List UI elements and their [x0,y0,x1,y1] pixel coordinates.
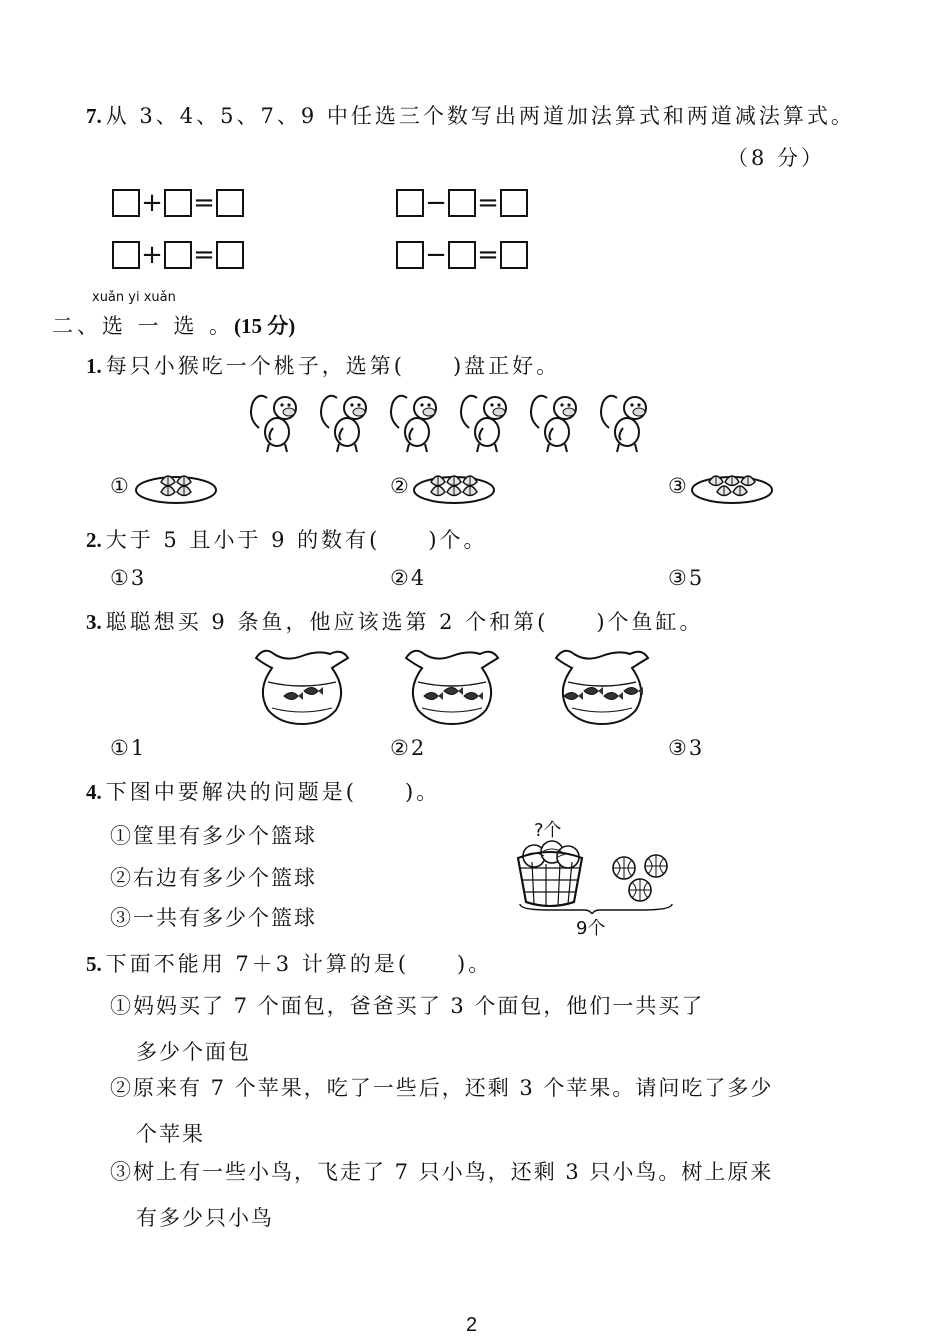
q5-option-2[interactable]: ②原来有 7 个苹果，吃了一些后，还剩 3 个苹果。请问吃了多少 个苹果 [110,1076,774,1146]
answer-box[interactable] [164,189,192,217]
answer-box[interactable] [396,241,424,269]
fish-bowl-3 [552,646,652,726]
basketball-illustration [510,838,680,914]
q2-option-2[interactable]: ②4 [390,566,427,590]
q1-option-2[interactable]: ② [390,474,411,498]
answer-box[interactable] [448,189,476,217]
monkey-icon [601,396,646,452]
bowl-icon [256,651,348,724]
plate-icon [136,477,216,503]
q4-option-1[interactable]: ①筐里有多少个篮球 [110,824,317,848]
q4-prompt: 4. 下图中要解决的问题是( )。 [86,780,441,804]
basket-question-label: ?个 [534,820,562,841]
section2-title: 二、选 一 选 。(15 分) [52,314,296,338]
q1-option-3[interactable]: ③ [668,474,689,498]
q3-prompt: 3. 聪聪想买 9 条鱼，他应该选第 2 个和第( )个鱼缸。 [86,610,704,634]
basket-icon [518,841,582,906]
q7-score: （8 分） [727,146,826,170]
fish-bowl-1 [252,646,352,726]
q5-option-3[interactable]: ③树上有一些小鸟，飞走了 7 只小鸟，还剩 3 只小鸟。树上原来 有多少只小鸟 [110,1160,774,1230]
q3-option-1[interactable]: ①1 [110,736,147,760]
monkey-icon [531,396,576,452]
answer-box[interactable] [500,189,528,217]
monkey-icon [321,396,366,452]
q4-option-2[interactable]: ②右边有多少个篮球 [110,866,317,890]
q2-option-3[interactable]: ③5 [668,566,705,590]
answer-box[interactable] [500,241,528,269]
q7-subtraction-row-1: − = [396,188,528,218]
q7-prompt: 7. 从 3、4、5、7、9 中任选三个数写出两道加法算式和两道减法算式。 [86,104,855,128]
bowl-icon [556,651,648,724]
q3-option-3[interactable]: ③3 [668,736,705,760]
q1-prompt: 1. 每只小猴吃一个桃子，选第( )盘正好。 [86,354,561,378]
q3-option-2[interactable]: ②2 [390,736,427,760]
q7-subtraction-row-2: − = [396,240,528,270]
answer-box[interactable] [112,189,140,217]
q7-addition-row-2: + = [112,240,244,270]
peach-plate-3 [690,466,774,506]
answer-box[interactable] [396,189,424,217]
answer-box[interactable] [216,189,244,217]
q5-option-1[interactable]: ①妈妈买了 7 个面包，爸爸买了 3 个面包，他们一共买了 多少个面包 [110,994,705,1064]
peach-plate-1 [134,466,218,506]
monkey-icon [391,396,436,452]
q2-prompt: 2. 大于 5 且小于 9 的数有( )个。 [86,528,488,552]
answer-box[interactable] [448,241,476,269]
answer-box[interactable] [164,241,192,269]
section2-pinyin: xuǎn yi xuǎn [92,290,176,305]
q7-addition-row-1: + = [112,188,244,218]
fish-bowl-2 [402,646,502,726]
answer-box[interactable] [216,241,244,269]
q5-prompt: 5. 下面不能用 7＋3 计算的是( )。 [86,952,493,976]
total-label: 9个 [576,918,606,939]
page-number: 2 [466,1314,478,1336]
monkey-icon [461,396,506,452]
peach-plate-2 [412,466,496,506]
q4-option-3[interactable]: ③一共有多少个篮球 [110,906,317,930]
monkeys-illustration [245,388,665,454]
loose-basketballs-icon [613,855,667,901]
monkey-icon [251,396,296,452]
q2-option-1[interactable]: ①3 [110,566,147,590]
q1-option-1[interactable]: ① [110,474,131,498]
answer-box[interactable] [112,241,140,269]
